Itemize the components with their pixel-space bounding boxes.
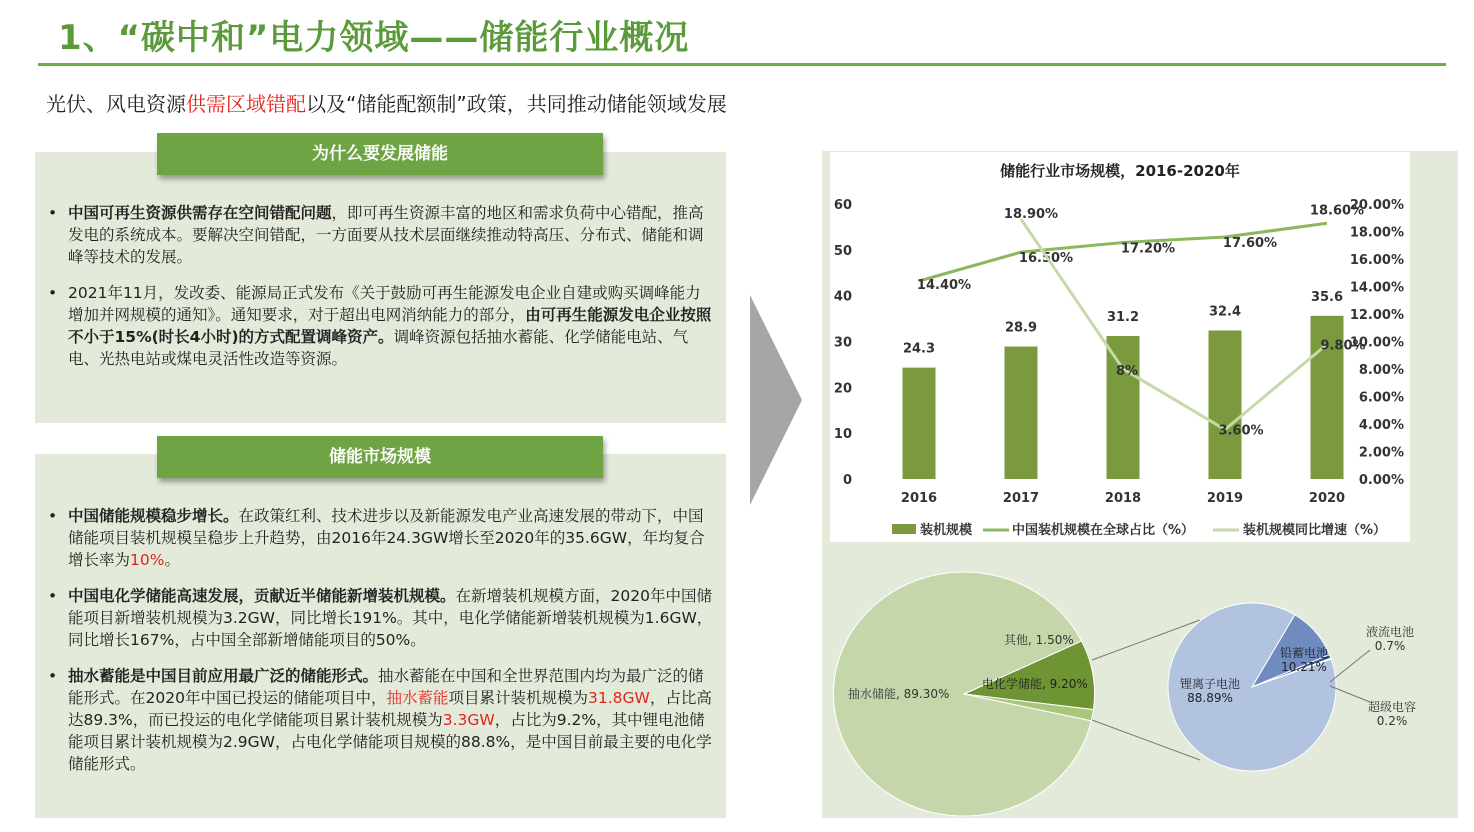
share-label: 18.60% bbox=[1309, 203, 1365, 219]
bullet-item bbox=[48, 585, 716, 651]
y-left-tick: 0 bbox=[842, 473, 852, 488]
y-left-tick: 10 bbox=[833, 427, 852, 443]
pie-label-value: 88.89% bbox=[1187, 691, 1233, 705]
bullet-text: ，占比为9.2%，其中锂电池储能项目累计装机规模为2.9GW，占电化学储能项目规模的88.8%，是中国目前最主要的电化学储能形式。 bbox=[68, 711, 712, 773]
bullet-text: ，占比高达89.3%，而已投运的电化学储能项目累计装机规模为 bbox=[68, 689, 712, 729]
x-tick: 2017 bbox=[1002, 491, 1040, 506]
x-tick: 2018 bbox=[1104, 491, 1142, 506]
pie-label: 超级电容 bbox=[1367, 700, 1417, 714]
bar bbox=[903, 368, 936, 479]
bullet-bold: 中国储能规模稳步增长。 bbox=[68, 507, 239, 525]
x-tick: 2020 bbox=[1308, 491, 1346, 506]
y-right-tick: 16.00% bbox=[1349, 253, 1404, 268]
y-right-tick: 10.00% bbox=[1349, 335, 1404, 351]
bar-label: 24.3 bbox=[902, 341, 936, 357]
bar-label: 35.6 bbox=[1310, 289, 1344, 305]
y-right-tick: 20.00% bbox=[1349, 198, 1404, 213]
y-right-tick: 2.00% bbox=[1358, 445, 1404, 461]
bullet-text: ，即可再生资源丰富的地区和需求负荷中心错配，推高发电的系统成本。要解决空间错配，一方面要从技术层面继续推动特高压、分布式、储能和调峰等技术的发展。 bbox=[68, 204, 704, 266]
bullet-item bbox=[48, 665, 716, 775]
y-left-tick: 30 bbox=[833, 335, 852, 351]
bullet-bold: 中国可再生资源供需存在空间错配问题 bbox=[68, 204, 332, 222]
legend-label: 装机规模 bbox=[920, 523, 973, 538]
bullet-bold: 由可再生能源发电企业按照不小于15%(时长4小时)的方式配置调峰资产。 bbox=[68, 306, 712, 346]
y-left-tick: 60 bbox=[833, 198, 852, 213]
pie-charts-svg bbox=[830, 560, 1450, 820]
bullet-dot: • bbox=[48, 284, 58, 302]
bullet-item bbox=[48, 505, 716, 571]
bullet-text: 2021年11月，发改委、能源局正式发布《关于鼓励可再生能源发电企业自建或购买调峰能力增加并网规模的通知》。通知要求，对于超出电网消纳能力的部分， bbox=[68, 284, 701, 324]
y-right-tick: 18.00% bbox=[1349, 225, 1404, 241]
legend-label: 中国装机规模在全球占比（%） bbox=[1012, 523, 1195, 538]
y-right-tick: 12.00% bbox=[1349, 308, 1404, 323]
bullet-item bbox=[48, 282, 716, 370]
share-label: 14.40% bbox=[916, 278, 972, 293]
growth-label: 3.60% bbox=[1218, 423, 1264, 439]
pie-label: 抽水储能, 89.30% bbox=[848, 687, 950, 701]
growth-label: 9.80% bbox=[1320, 338, 1366, 354]
bullet-text: 抽水蓄能在中国和全世界范围内均为最广泛的储能形式。在2020年中国已投运的储能项目中， bbox=[68, 667, 704, 707]
pie-label-value: 10.21% bbox=[1281, 660, 1327, 674]
bullet-text: 在新增装机规模方面，2020年中国储能项目新增装机规模为3.2GW，同比增长191%。其中，电化学储能新增装机规模为1.6GW，同比增长167%，占中国全部新增储能项目的50%。 bbox=[68, 587, 713, 649]
chart-title: 储能行业市场规模，2016-2020年 bbox=[1000, 162, 1240, 180]
share-label: 16.50% bbox=[1018, 251, 1074, 267]
y-right-tick: 14.00% bbox=[1349, 280, 1404, 296]
y-right-tick: 0.00% bbox=[1358, 473, 1404, 488]
x-tick: 2019 bbox=[1206, 491, 1244, 506]
bullet-dot: • bbox=[48, 587, 58, 605]
bullet-red: 3.3GW bbox=[442, 711, 495, 729]
page-subtitle bbox=[46, 88, 727, 117]
pie-label-value: 0.7% bbox=[1374, 639, 1406, 653]
pie-label-value: 0.2% bbox=[1376, 714, 1408, 728]
bullet-text: 调峰资源包括抽水蓄能、化学储能电站、气电、光热电站或煤电灵活性改造等资源。 bbox=[68, 328, 689, 368]
bullet-red: 31.8GW bbox=[587, 689, 650, 707]
bullet-dot: • bbox=[48, 204, 58, 222]
subtitle-pre: 光伏、风电资源 bbox=[46, 92, 186, 116]
bar bbox=[1209, 331, 1242, 480]
market-size-bullets bbox=[48, 505, 716, 789]
bullet-text: 项目累计装机规模为 bbox=[448, 689, 588, 707]
bullet-text: 。 bbox=[164, 551, 180, 569]
market-size-banner: 储能市场规模 bbox=[157, 436, 603, 478]
bullet-dot: • bbox=[48, 667, 58, 685]
share-label: 17.60% bbox=[1222, 236, 1278, 251]
bar-label: 32.4 bbox=[1208, 304, 1242, 320]
y-left-tick: 20 bbox=[833, 381, 852, 397]
pie-label: 铅蓄电池 bbox=[1279, 646, 1329, 660]
bullet-bold: 中国电化学储能高速发展，贡献近半储能新增装机规模。 bbox=[68, 587, 456, 605]
bar bbox=[1005, 347, 1038, 479]
legend-swatch bbox=[892, 524, 916, 534]
bullet-red: 10% bbox=[130, 551, 165, 569]
chevron-right-icon bbox=[748, 295, 804, 505]
pie-label: 锂离子电池 bbox=[1179, 677, 1241, 691]
y-left-tick: 40 bbox=[833, 289, 852, 305]
pie-label: 液流电池 bbox=[1365, 625, 1415, 639]
page-title: 1、“碳中和”电力领域——储能行业概况 bbox=[58, 18, 690, 58]
y-left-tick: 50 bbox=[833, 243, 852, 259]
bullet-dot: • bbox=[48, 507, 58, 525]
growth-label: 8% bbox=[1115, 364, 1139, 379]
y-right-tick: 8.00% bbox=[1358, 363, 1404, 378]
y-right-tick: 4.00% bbox=[1358, 418, 1404, 433]
legend-label: 装机规模同比增速（%） bbox=[1243, 523, 1387, 538]
combo-chart-svg bbox=[830, 152, 1410, 542]
x-tick: 2016 bbox=[900, 491, 938, 506]
bullet-bold: 抽水蓄能是中国目前应用最广泛的储能形式。 bbox=[68, 667, 379, 685]
why-storage-banner: 为什么要发展储能 bbox=[157, 133, 603, 175]
y-right-tick: 6.00% bbox=[1358, 390, 1404, 406]
pie-label: 电化学储能, 9.20% bbox=[982, 677, 1088, 691]
growth-label: 18.90% bbox=[1003, 207, 1059, 223]
bullet-red: 抽水蓄能 bbox=[386, 689, 449, 707]
pie-label: 其他, 1.50% bbox=[1004, 633, 1074, 647]
bullet-text: 在政策红利、技术进步以及新能源发电产业高速发展的带动下，中国储能项目装机规模呈稳步上升趋势，由2016年24.3GW增长至2020年的35.6GW，年均复合增长率为 bbox=[68, 507, 705, 569]
bar bbox=[1107, 336, 1140, 479]
why-storage-bullets bbox=[48, 202, 716, 384]
subtitle-post: 以及“储能配额制”政策，共同推动储能领域发展 bbox=[306, 92, 727, 116]
title-divider bbox=[38, 63, 1446, 66]
connector-line bbox=[1330, 650, 1370, 682]
bar-label: 28.9 bbox=[1004, 320, 1038, 336]
share-label: 17.20% bbox=[1120, 241, 1176, 257]
market-size-chart bbox=[830, 152, 1410, 542]
bullet-item bbox=[48, 202, 716, 268]
bar-label: 31.2 bbox=[1106, 310, 1140, 325]
subtitle-highlight: 供需区域错配 bbox=[186, 92, 306, 116]
